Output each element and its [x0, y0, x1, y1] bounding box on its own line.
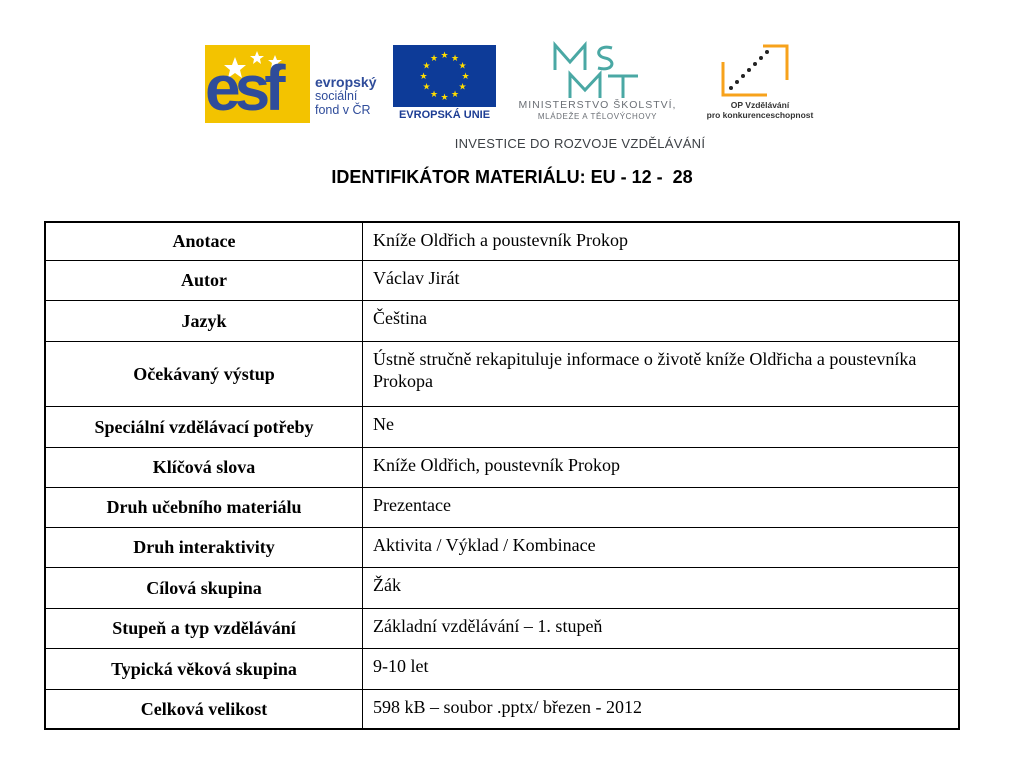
table-row: [45, 447, 959, 487]
row-label: Speciální vzdělávací potřeby: [45, 406, 363, 447]
row-value: Kníže Oldřich, poustevník Prokop: [363, 447, 960, 487]
table-row: [45, 527, 959, 567]
svg-text:★: ★: [450, 54, 460, 64]
table-row: [45, 608, 959, 648]
table-row: [45, 341, 959, 406]
table-row: [45, 300, 959, 341]
svg-text:★: ★: [429, 90, 439, 100]
op-vk-label: [705, 100, 815, 120]
op-vk-logo: [705, 40, 815, 125]
row-label: Druh učebního materiálu: [45, 487, 363, 527]
row-label: Celková velikost: [45, 689, 363, 729]
row-value: Aktivita / Výklad / Kombinace: [363, 527, 960, 567]
eu-logo: [393, 45, 498, 125]
row-value: Ústně stručně rekapituluje informace o životě kníže Oldřicha a poustevníka Prokopa: [363, 341, 960, 406]
msmt-monogram-icon: [550, 40, 645, 102]
document-title: IDENTIFIKÁTOR MATERIÁLU: EU - 12 - 28: [331, 167, 693, 187]
esf-text-line1: evropský: [315, 74, 377, 90]
row-value: Žák: [363, 567, 960, 608]
esf-text-line2: sociální: [315, 89, 358, 103]
svg-text:★: ★: [450, 90, 460, 100]
msmt-name-line1: MINISTERSTVO ŠKOLSTVÍ,: [518, 99, 677, 111]
op-vk-label-line2: pro konkurenceschopnost: [706, 110, 814, 120]
row-label: Anotace: [45, 222, 363, 260]
row-label: Klíčová slova: [45, 447, 363, 487]
op-vk-mark-icon: [715, 40, 795, 100]
row-value: Ne: [363, 406, 960, 447]
esf-text-line3: fond v ČR: [315, 103, 371, 117]
msmt-name-line2: MLÁDEŽE A TĚLOVÝCHOVY: [537, 112, 658, 121]
eu-flag-icon: [393, 45, 496, 107]
table-row: [45, 406, 959, 447]
svg-text:★: ★: [422, 61, 431, 72]
msmt-name: [505, 100, 690, 122]
row-label: Očekávaný výstup: [45, 341, 363, 406]
table-row: [45, 648, 959, 689]
svg-text:★: ★: [458, 82, 467, 93]
table-row: [45, 487, 959, 527]
row-label: Autor: [45, 260, 363, 300]
table-row: [45, 567, 959, 608]
svg-text:★: ★: [458, 61, 467, 72]
row-value: Čeština: [363, 300, 960, 341]
svg-text:★: ★: [461, 72, 470, 82]
op-vk-label-line1: OP Vzdělávání: [730, 100, 790, 110]
svg-text:★: ★: [422, 82, 431, 93]
eu-label: EVROPSKÁ UNIE: [398, 109, 491, 121]
row-value: 598 kB – soubor .pptx/ březen - 2012: [363, 689, 960, 729]
material-metadata-table: [44, 221, 960, 730]
svg-text:★: ★: [429, 54, 439, 64]
row-value: Kníže Oldřich a poustevník Prokop: [363, 222, 960, 260]
esf-logo: [205, 45, 385, 125]
esf-text: [315, 75, 395, 117]
row-value: Prezentace: [363, 487, 960, 527]
row-label: Cílová skupina: [45, 567, 363, 608]
table-row: [45, 689, 959, 729]
logo-banner: [205, 40, 815, 155]
investice-tagline: INVESTICE DO ROZVOJE VZDĚLÁVÁNÍ: [454, 136, 706, 151]
esf-letters: esf: [205, 52, 280, 124]
msmt-logo: [505, 40, 690, 125]
svg-text:★: ★: [440, 51, 449, 61]
row-label: Druh interaktivity: [45, 527, 363, 567]
row-value: Základní vzdělávání – 1. stupeň: [363, 608, 960, 648]
row-value: 9-10 let: [363, 648, 960, 689]
row-value: Václav Jirát: [363, 260, 960, 300]
table-row: [45, 222, 959, 260]
row-label: Stupeň a typ vzdělávání: [45, 608, 363, 648]
row-label: Typická věková skupina: [45, 648, 363, 689]
svg-text:★: ★: [440, 93, 449, 103]
row-label: Jazyk: [45, 300, 363, 341]
table-row: [45, 260, 959, 300]
svg-text:★: ★: [419, 72, 428, 82]
